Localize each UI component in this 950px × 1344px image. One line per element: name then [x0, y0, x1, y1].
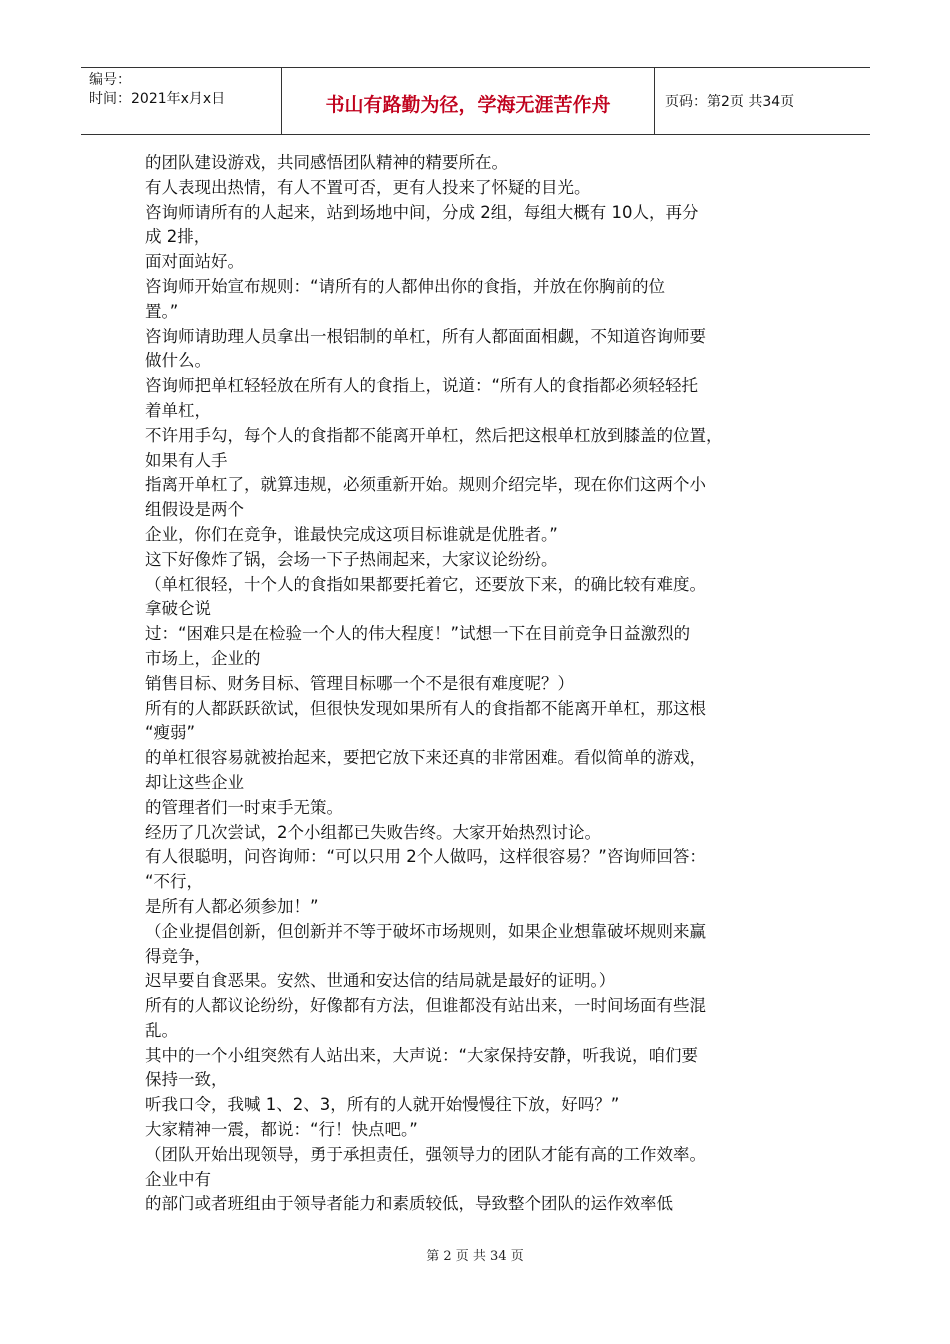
- text-line: “瘦弱”: [145, 723, 196, 743]
- text-line: 销售目标、财务目标、管理目标哪一个不是很有难度呢？）: [145, 673, 574, 693]
- text-line: 市场上，企业的: [145, 648, 261, 668]
- text-line: 保持一致，: [145, 1070, 228, 1090]
- text-line: 得竞争，: [145, 946, 211, 966]
- page-header: [81, 67, 870, 135]
- text-line: 着单杠，: [145, 400, 211, 420]
- text-line: 咨询师把单杠轻轻放在所有人的食指上，说道：“所有人的食指都必须轻轻托: [145, 376, 699, 396]
- text-line: 有人很聪明，问咨询师：“可以只用 2个人做吗，这样很容易？”咨询师回答：: [145, 847, 706, 867]
- text-line: 拿破仑说: [145, 599, 211, 619]
- text-line: 咨询师请所有的人起来，站到场地中间，分成 2组，每组大概有 10人，再分: [145, 202, 699, 222]
- text-line: 大家精神一震，都说：“行！快点吧。”: [145, 1120, 418, 1140]
- text-line: 其中的一个小组突然有人站出来，大声说：“大家保持安静，听我说，咱们要: [145, 1045, 699, 1065]
- text-line: 所有的人都跃跃欲试，但很快发现如果所有人的食指都不能离开单杠，那这根: [145, 698, 706, 718]
- text-line: 迟早要自食恶果。安然、世通和安达信的结局就是最好的证明。）: [145, 971, 616, 991]
- text-line: 却让这些企业: [145, 772, 244, 792]
- text-line: 所有的人都议论纷纷，好像都有方法，但谁都没有站出来，一时间场面有些混: [145, 996, 706, 1016]
- text-line: 听我口令，我喊 1、2、3，所有的人就开始慢慢往下放，好吗？”: [145, 1095, 620, 1115]
- text-line: 不许用手勾，每个人的食指都不能离开单杠，然后把这根单杠放到膝盖的位置，: [145, 425, 723, 445]
- text-line: 指离开单杠了，就算违规，必须重新开始。规则介绍完毕，现在你们这两个小: [145, 475, 706, 495]
- document-date-label: 时间：2021年x月x日: [89, 91, 226, 107]
- text-line: （单杠很轻，十个人的食指如果都要托着它，还要放下来，的确比较有难度。: [145, 574, 706, 594]
- text-line: 组假设是两个: [145, 500, 244, 520]
- text-line: （企业提倡创新，但创新并不等于破坏市场规则，如果企业想靠破坏规则来赢: [145, 921, 706, 941]
- header-meta: [81, 68, 282, 134]
- text-line: 置。”: [145, 301, 179, 321]
- text-line: 咨询师请助理人员拿出一根铝制的单杠，所有人都面面相觑，不知道咨询师要: [145, 326, 706, 346]
- text-line: 的团队建设游戏，共同感悟团队精神的精要所在。: [145, 153, 508, 172]
- text-line: 如果有人手: [145, 450, 228, 470]
- text-line: 面对面站好。: [145, 252, 244, 272]
- text-line: 有人表现出热情，有人不置可否，更有人投来了怀疑的目光。: [145, 177, 591, 197]
- text-line: 是所有人都必须参加！”: [145, 896, 319, 916]
- text-line: 的单杠很容易就被抬起来，要把它放下来还真的非常困难。看似简单的游戏，: [145, 748, 706, 768]
- document-body: [145, 151, 813, 1217]
- text-line: 这下好像炸了锅，会场一下子热闹起来，大家议论纷纷。: [145, 549, 558, 569]
- text-line: 经历了几次尝试，2个小组都已失败告终。大家开始热烈讨论。: [145, 822, 601, 842]
- text-line: 乱。: [145, 1020, 178, 1040]
- header-motto: 书山有路勤为径，学海无涯苦作舟: [282, 68, 655, 134]
- text-line: 企业，你们在竞争，谁最快完成这项目标谁就是优胜者。”: [145, 524, 558, 544]
- header-page-info: 页码：第2页 共34页: [665, 94, 795, 110]
- text-line: （团队开始出现领导，勇于承担责任，强领导力的团队才能有高的工作效率。: [145, 1144, 706, 1164]
- text-line: 企业中有: [145, 1169, 211, 1189]
- text-line: 咨询师开始宣布规则：“请所有的人都伸出你的食指，并放在你胸前的位: [145, 276, 666, 296]
- text-line: 做什么。: [145, 351, 211, 371]
- text-line: 过：“困难只是在检验一个人的伟大程度！”试想一下在目前竞争日益激烈的: [145, 624, 691, 644]
- text-line: 的管理者们一时束手无策。: [145, 797, 343, 817]
- page-footer: 第 2 页 共 34 页: [426, 1249, 524, 1264]
- text-line: “不行，: [145, 872, 204, 892]
- text-line: 成 2排，: [145, 227, 211, 247]
- document-number-label: 编号：: [89, 72, 131, 88]
- text-line: 的部门或者班组由于领导者能力和素质较低，导致整个团队的运作效率低: [145, 1194, 673, 1214]
